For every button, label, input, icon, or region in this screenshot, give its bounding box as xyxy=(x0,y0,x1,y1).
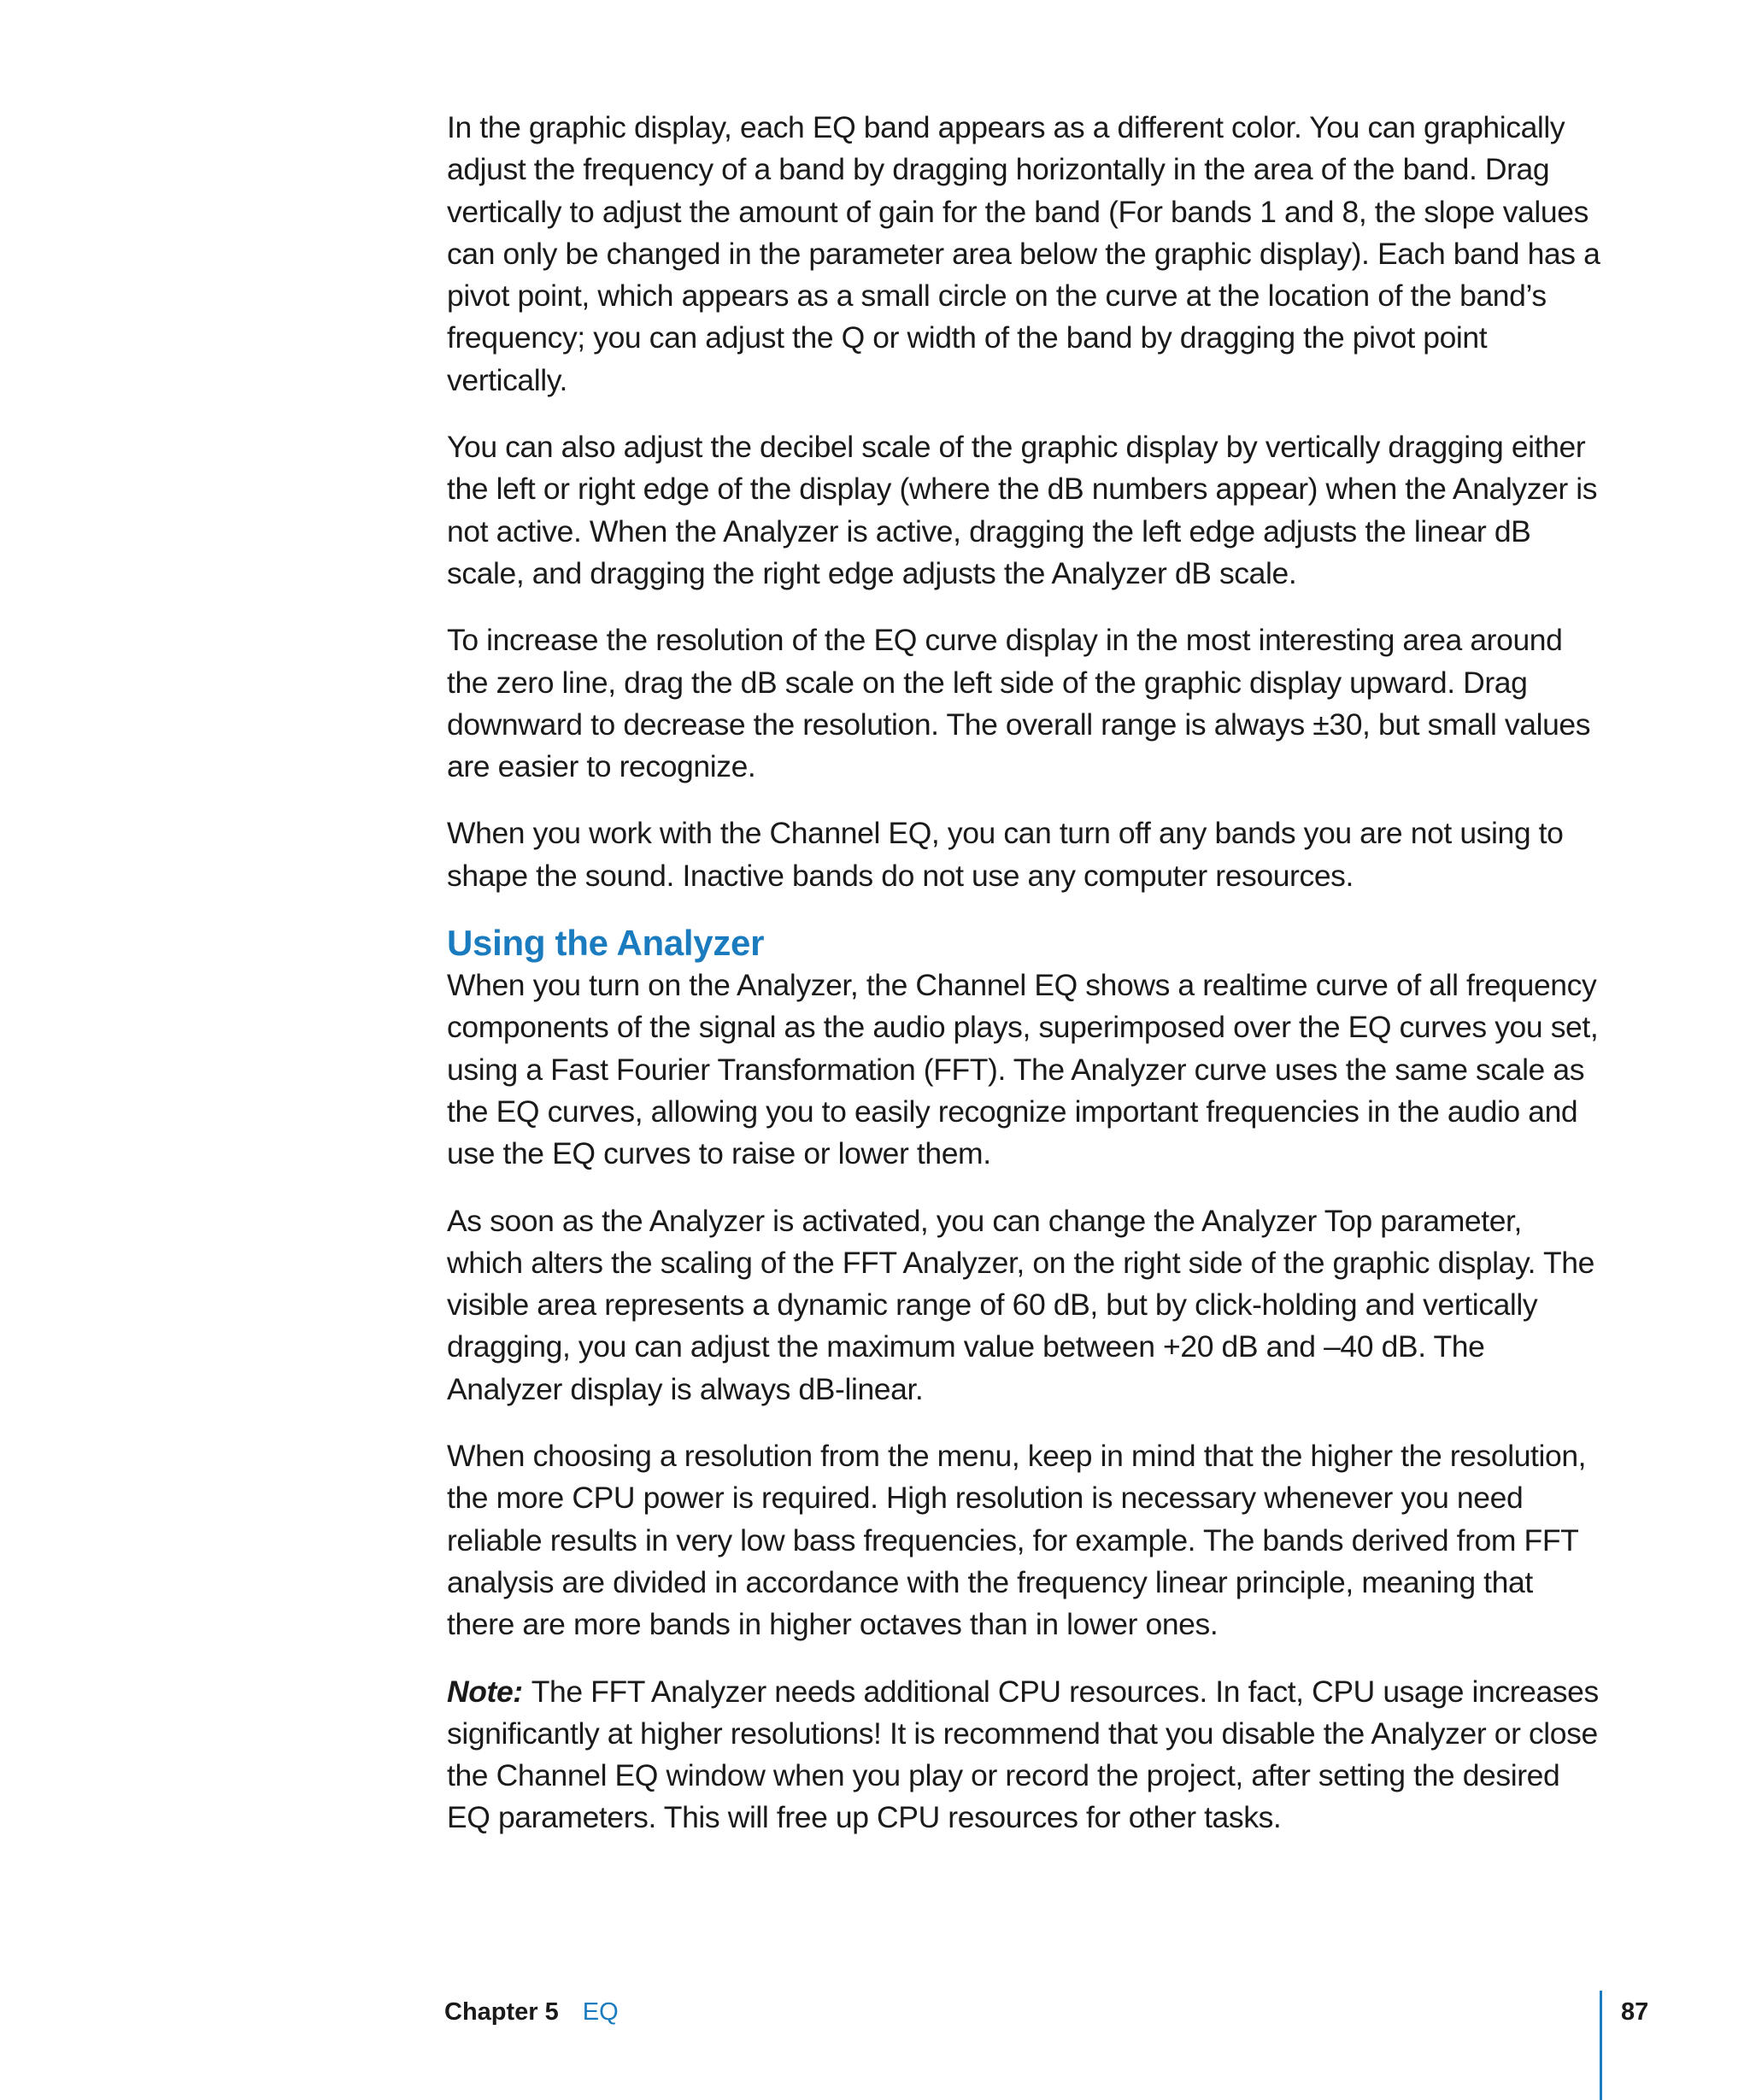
footer-divider-rule xyxy=(1600,1991,1602,2100)
note-paragraph xyxy=(447,1671,1600,1839)
paragraph-analyzer-overview: When you turn on the Analyzer, the Channel EQ shows a realtime curve of all frequency components of the signal as the audio plays, superimposed over the EQ curves you set, using a Fast Fourier Transformation (FFT). The Analyzer curve uses the same scale as the EQ curves, allowing you to easily recognize important frequencies in the audio and use the EQ curves to raise or lower them. xyxy=(447,968,1599,1171)
paragraph-eq-band-colors: In the graphic display, each EQ band appears as a different color. You can graphically adjust the frequency of a band by dragging horizontally in the area of the band. Drag vertically to adjust the amount of gain for the band (For bands 1 and 8, the slope values can only be changed in the parameter area below the graphic display). Each band has a pivot point, which appears as a small circle on the curve at the location of the band’s frequency; you can adjust the Q or width of the band by dragging the pivot point vertically. xyxy=(447,110,1600,397)
page-footer xyxy=(444,1995,619,2029)
page-number: 87 xyxy=(1621,1998,1649,2026)
paragraph-analyzer-resolution: When choosing a resolution from the menu, keep in mind that the higher the resolution, the more CPU power is required. High resolution is necessary whenever you need reliable results in very low bass frequencies, for example. The bands derived from FFT analysis are divided in accordance with the frequency linear principle, meaning that there are more bands in higher octaves than in lower ones. xyxy=(447,1439,1587,1642)
footer-chapter-label: Chapter 5 xyxy=(444,1998,559,2026)
paragraph-analyzer-top: As soon as the Analyzer is activated, you can change the Analyzer Top parameter, which alters the scaling of the FFT Analyzer, on the right side of the graphic display. The visible area represents a dynamic range of 60 dB, but by click-holding and vertically dragging, you can adjust the maximum value between +20 dB and –40 dB. The Analyzer display is always dB-linear. xyxy=(447,1203,1594,1406)
footer-chapter-title: EQ xyxy=(582,1998,619,2026)
section-heading-using-analyzer: Using the Analyzer xyxy=(447,923,765,964)
paragraph-curve-resolution: To increase the resolution of the EQ curve display in the most interesting area around the zero line, drag the dB scale on the left side of the graphic display upward. Drag downward to decrease the resolution. The overall range is always ±30, but small values are easier to recognize. xyxy=(447,623,1591,784)
paragraph-inactive-bands: When you work with the Channel EQ, you can turn off any bands you are not using to shape the sound. Inactive bands do not use any computer resources. xyxy=(447,816,1564,893)
note-text: The FFT Analyzer needs additional CPU resources. In fact, CPU usage increases significantly at higher resolutions! It is recommend that you disable the Analyzer or close the Channel EQ window when you play or record the project, after setting the desired EQ parameters. This will free up CPU resources for other tasks. xyxy=(447,1674,1599,1835)
page-content xyxy=(447,107,1600,1864)
note-label: Note: xyxy=(447,1674,523,1709)
paragraph-decibel-scale: You can also adjust the decibel scale of the graphic display by vertically dragging either the left or right edge of the display (where the dB numbers appear) when the Analyzer is not active. When the Analyzer is active, dragging the left edge adjusts the linear dB scale, and dragging the right edge adjusts the Analyzer dB scale. xyxy=(447,430,1598,590)
